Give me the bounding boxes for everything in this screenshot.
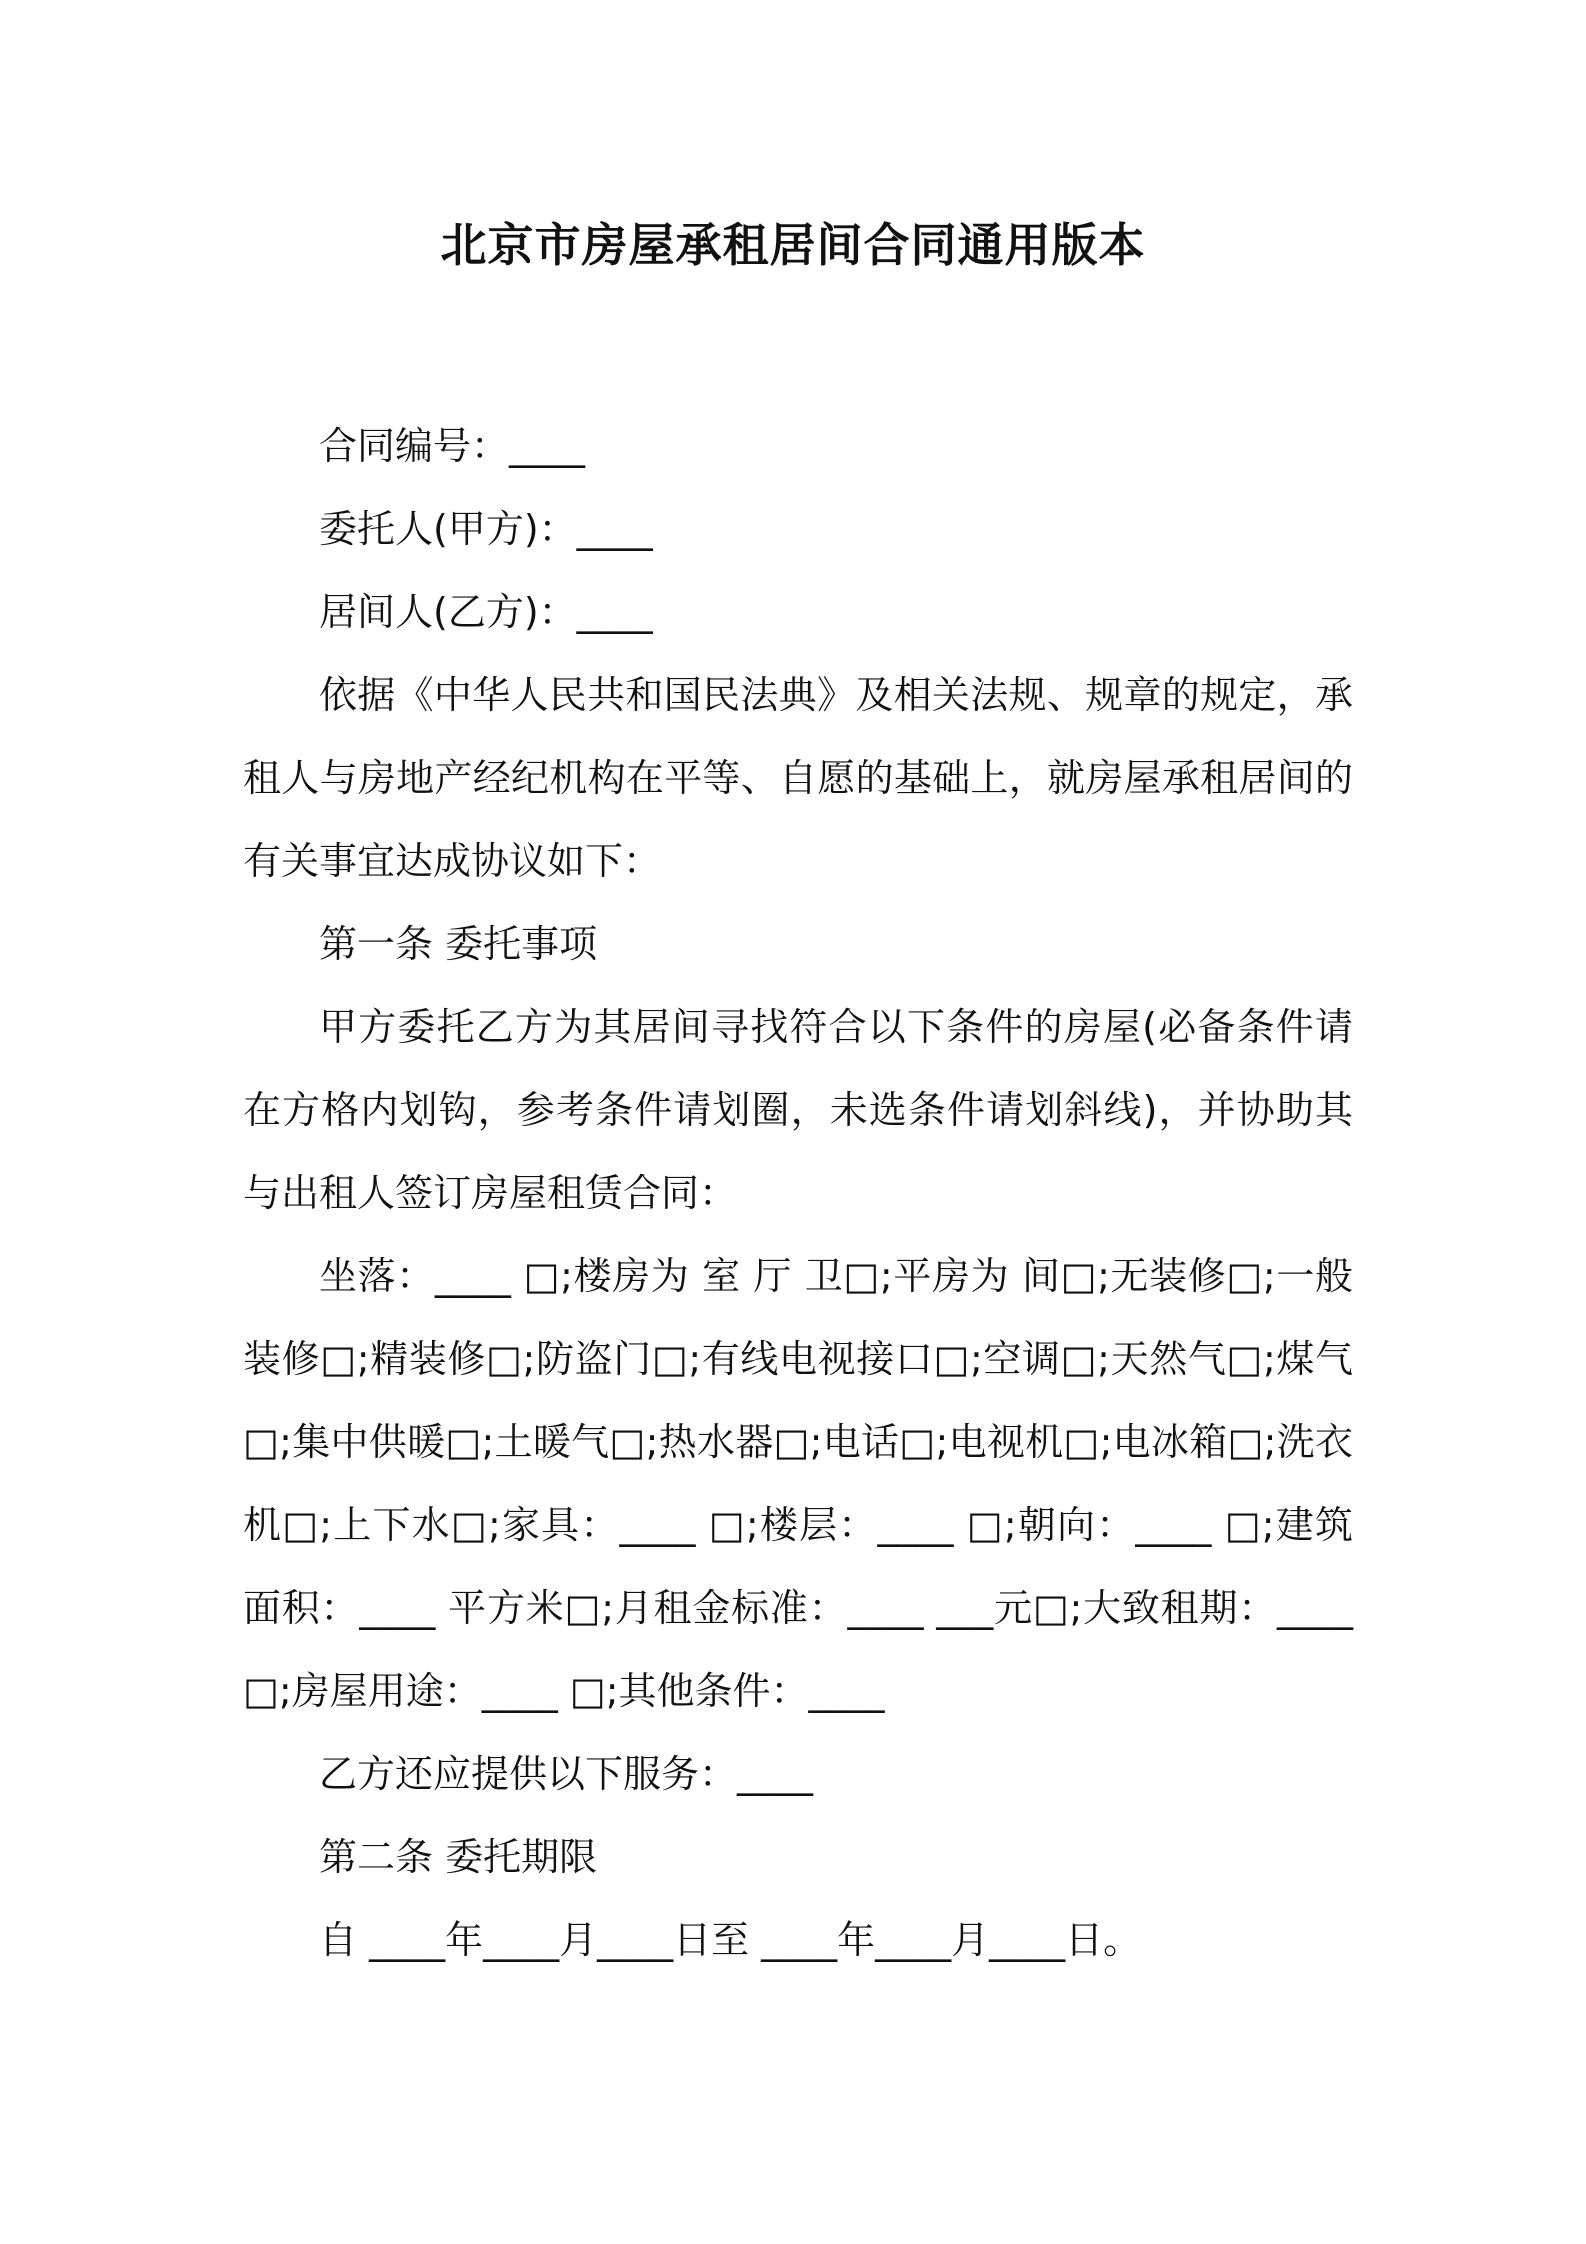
document-title: 北京市房屋承租居间合同通用版本 — [440, 218, 1146, 272]
party-a-line: 委托人(甲方)：____ — [319, 507, 653, 551]
term-dates-line: 自 ____年____月____日至 ____年____月____日。 — [319, 1918, 1142, 1962]
document-body — [243, 405, 1353, 1982]
article-2-heading: 第二条 委托期限 — [319, 1835, 598, 1879]
party-b-line: 居间人(乙方)：____ — [319, 590, 653, 634]
article-1-heading: 第一条 委托事项 — [319, 922, 598, 966]
house-conditions-paragraph: 坐落：____ □;楼房为 室 厅 卫□;平房为 间□;无装修□;一般装修□;精装修□;防盗门□;有线电视接口□;空调□;天然气□;煤气□;集中供暖□;土暖气□;热水器□;电话□;电视机□;电冰箱□;洗衣机□;上下水□;家具：____ □;楼层：____ □;朝向：____ □;建筑面积：____ 平方米□;月租金标准：____ ___元□;大致租期：____ □;房屋用途：____ □;其他条件：____ — [243, 1254, 1353, 1713]
additional-services-line: 乙方还应提供以下服务：____ — [319, 1752, 814, 1796]
preamble-paragraph: 依据《中华人民共和国民法典》及相关法规、规章的规定，承租人与房地产经纪机构在平等、自愿的基础上，就房屋承租居间的有关事宜达成协议如下： — [243, 673, 1353, 883]
contract-number-line: 合同编号：____ — [319, 424, 586, 468]
article-1-intro: 甲方委托乙方为其居间寻找符合以下条件的房屋(必备条件请在方格内划钩，参考条件请划圈，未选条件请划斜线)，并协助其与出租人签订房屋租赁合同： — [243, 1005, 1353, 1215]
